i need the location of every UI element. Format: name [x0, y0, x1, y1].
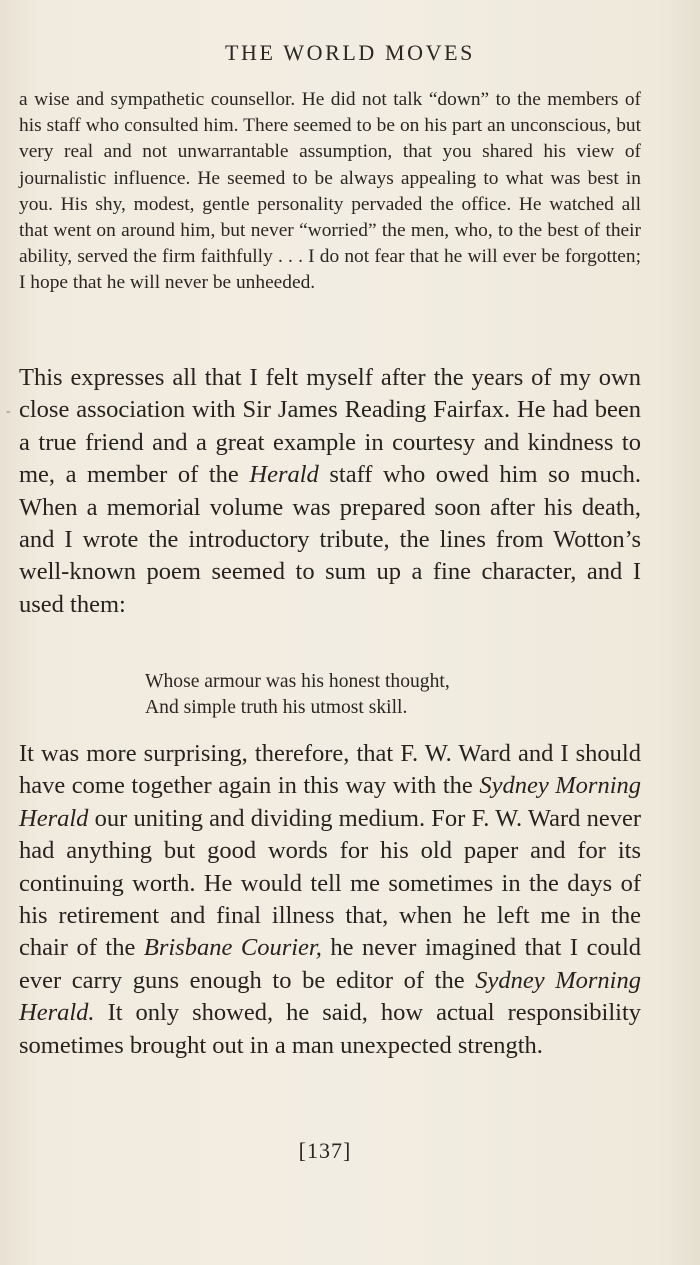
- paragraph-2-text-c: he never imagined that I could ever carry guns enough to be editor of the: [19, 934, 642, 994]
- paragraph-2-text-b: our uniting and dividing medium. For F. W. Ward never had anything but good words for his old paper and for its continuing worth. He would tell me sometimes in the days of his retirement and final illness that, when he left me in the chair of the: [19, 804, 641, 962]
- body-paragraph-1: [19, 362, 641, 621]
- paragraph-1-text-a: This expresses all that I felt myself after the years of my own close association with Sir James Reading Fairfax. He had been a true friend and a great example in courtesy and kindness to me, a member of the: [19, 364, 641, 489]
- paragraph-2-italic-sydney-morning-herald: Sydney Morning Herald: [19, 772, 641, 832]
- paragraph-2-italic-brisbane-courier: Brisbane Courier,: [143, 934, 322, 962]
- paragraph-1-text-b: staff who owed him so much. When a memorial volume was prepared soon after his death, and I wrote the introductory tribute, the lines from Wotton’s well-known poem seemed to sum up a fine character, and I used them:: [19, 461, 641, 618]
- margin-mark: -: [6, 404, 11, 419]
- paragraph-2-text-d: It only showed, he said, how actual responsibility sometimes brought out in a man unexpected strength.: [19, 999, 641, 1059]
- page-number: [137]: [298, 1138, 352, 1163]
- paragraph-2-italic-sydney-morning-herald-2: Sydney Morning Herald.: [19, 966, 641, 1027]
- body-paragraph-2: [19, 738, 641, 1062]
- paragraph-2-text-a: It was more surprising, therefore, that F. W. Ward and I should have come together again in this way with the: [19, 740, 641, 800]
- verse-quotation: [145, 669, 450, 721]
- verse-line-1: Whose armour was his honest thought,: [145, 671, 450, 692]
- verse-line-2: And simple truth his utmost skill.: [145, 697, 408, 718]
- quoted-paragraph: a wise and sympathetic counsellor. He did not talk “down” to the members of his staff who consulted him. There seemed to be on his part an unconscious, but very real and not unwarrantable assumption, that you shared his view of journalistic influence. He seemed to be always appealing to what was best in you. His shy, modest, gentle personality pervaded the office. He watched all that went on around him, but never “worried” the men, who, to the best of their ability, served the firm faithfully . . . I do not fear that he will ever be forgotten; I hope that he will never be unheeded.: [19, 89, 641, 294]
- running-head: THE WORLD MOVES: [224, 40, 476, 65]
- paragraph-1-italic-herald: Herald: [249, 461, 319, 489]
